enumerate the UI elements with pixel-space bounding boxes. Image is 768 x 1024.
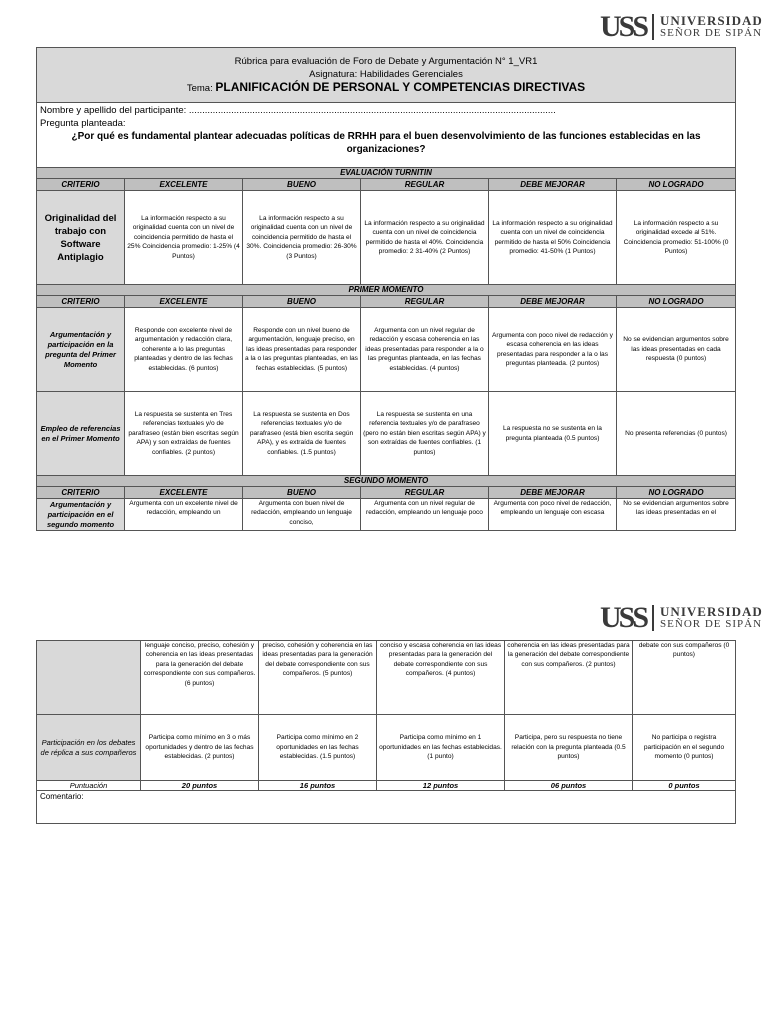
score-debe-mejorar: 06 puntos [505,781,633,791]
rubric-cell: coherencia en las ideas presentadas para la generación del debate correspondiente con sus compañeros. (2 puntos) [505,641,633,715]
score-label: Puntuación [37,781,141,791]
table-row [37,499,736,531]
table-row [37,308,736,392]
rubric-cell: No se evidencian argumentos sobre las ideas presentadas en cada respuesta (0 puntos) [617,308,736,392]
rubric-cell: Participa, pero su respuesta no tiene relación con la pregunta planteada (0.5 puntos) [505,715,633,781]
rubric-cell: No presenta referencias (0 puntos) [617,392,736,476]
rubric-cell: La información respecto a su originalidad cuenta con un nivel de coincidencia permitido de hasta el 50% Coincidencia promedio: 41-50% (1 Puntos) [489,191,617,285]
criterio-cell: Empleo de referencias en el Primer Momento [37,392,125,476]
logo-line1: UNIVERSIDAD [660,604,763,619]
rubric-table-page2 [36,640,736,824]
col-excelente: EXCELENTE [125,296,243,308]
section-segundo-momento: SEGUNDO MOMENTO [37,476,736,487]
rubric-cell: La información respecto a su originalidad cuenta con un nivel de coincidencia permitido de hasta el 30%. Coincidencia promedio: 26-30% (3 Puntos) [243,191,361,285]
table-row [37,641,736,715]
col-bueno: BUENO [243,179,361,191]
question-text: ¿Por qué es fundamental plantear adecuadas políticas de RRHH para el buen desenvolvimiento de las funciones establecidas en las organizaciones? [71,131,701,155]
col-bueno: BUENO [243,296,361,308]
logo-text [660,606,763,630]
logo-line2: SEÑOR DE SIPÁN [660,27,763,39]
rubric-cell: debate con sus compañeros (0 puntos) [633,641,736,715]
score-bueno: 16 puntos [259,781,377,791]
criterio-cell: Participación en los debates de réplica a sus compañeros [37,715,141,781]
question-block [37,103,736,168]
criterio-cell [37,641,141,715]
rubric-cell: La respuesta no se sustenta en la pregunta planteada (0.5 puntos) [489,392,617,476]
rubric-cell: lenguaje conciso, preciso, cohesión y coherencia en las ideas presentadas para la generación del debate correspondiente con sus compañeros. (6 puntos) [141,641,259,715]
topic-prefix: Tema: [186,83,213,94]
subject-line: Asignatura: Habilidades Gerenciales [309,69,463,80]
section-turnitin: EVALUACIÓN TURNITIN [37,168,736,179]
uss-logo-icon: USS [600,10,647,43]
rubric-cell: Responde con un nivel bueno de argumentación, lenguaje preciso, en las ideas presentadas para responder a la o las preguntas planteadas, en las fechas establecidas. (5 puntos) [243,308,361,392]
question-label: Pregunta planteada: [40,118,126,129]
table-row [37,715,736,781]
rubric-cell: Participa como mínimo en 3 o más oportunidades y dentro de las fechas establecidas. (2 puntos) [141,715,259,781]
logo-line2: SEÑOR DE SIPÁN [660,618,763,630]
rubric-cell: Argumenta con poco nivel de redacción y escasa coherencia en las ideas presentadas para responder a la o las preguntas planteada. (2 puntos) [489,308,617,392]
logo-divider [652,14,654,40]
col-no-logrado: NO LOGRADO [617,296,736,308]
col-no-logrado: NO LOGRADO [617,179,736,191]
score-no-logrado: 0 puntos [633,781,736,791]
uss-logo-icon: USS [600,601,647,634]
rubric-cell: preciso, cohesión y coherencia en las ideas presentadas para la generación del debate correspondiente con sus compañeros. (5 puntos) [259,641,377,715]
rubric-table-page1 [36,47,736,531]
rubric-cell: La información respecto a su originalidad cuenta con un nivel de coincidencia permitido de hasta el 25% Coincidencia promedio: 1-25% (4 Puntos) [125,191,243,285]
score-regular: 12 puntos [377,781,505,791]
topic-line [39,81,733,95]
col-debe-mejorar: DEBE MEJORAR [489,296,617,308]
rubric-cell: Argumenta con un nivel regular de redacción y escasa coherencia en las ideas presentadas para responder a la o las preguntas planteada, en las fechas establecidas. (4 puntos) [361,308,489,392]
column-header-row [37,296,736,308]
logo-text [660,15,763,39]
rubric-cell: La información respecto a su originalidad excede al 51%. Coincidencia promedio: 51-100% (0 Puntos) [617,191,736,285]
topic-title: PLANIFICACIÓN DE PERSONAL Y COMPETENCIAS DIRECTIVAS [215,80,586,94]
col-regular: REGULAR [361,179,489,191]
rubric-cell: Participa como mínimo en 2 oportunidades en las fechas establecidas. (1.5 puntos) [259,715,377,781]
col-bueno: BUENO [243,487,361,499]
rubric-cell: Argumenta con poco nivel de redacción, empleando un lenguaje con escasa [489,499,617,531]
rubric-cell: conciso y escasa coherencia en las ideas presentadas para la generación del debate correspondiente con sus compañeros. (4 puntos) [377,641,505,715]
rubric-cell: Participa como mínimo en 1 oportunidades en las fechas establecidas. (1 punto) [377,715,505,781]
col-debe-mejorar: DEBE MEJORAR [489,487,617,499]
rubric-cell: No se evidencian argumentos sobre las ideas presentadas en el [617,499,736,531]
criterio-cell: Argumentación y participación en el segundo momento [37,499,125,531]
table-row [37,392,736,476]
score-row [37,781,736,791]
comment-label: Comentario: [40,792,84,801]
score-excelente: 20 puntos [141,781,259,791]
rubric-header [37,48,736,103]
rubric-cell: La respuesta se sustenta en Dos referencias textuales y/o de parafraseo (está bien escrita según APA), y es extraída de fuentes confiables. (1.5 puntos) [243,392,361,476]
logo-line1: UNIVERSIDAD [660,13,763,28]
col-regular: REGULAR [361,296,489,308]
criterio-cell: Originalidad del trabajo con Software Antiplagio [37,191,125,285]
participant-name-field: Nombre y apellido del participante: ........................................................................................................................................... [40,105,556,116]
rubric-cell: No participa o registra participación en el segundo momento (0 puntos) [633,715,736,781]
col-excelente: EXCELENTE [125,179,243,191]
comment-box[interactable] [37,791,736,824]
logo-divider [652,605,654,631]
col-regular: REGULAR [361,487,489,499]
criterio-cell: Argumentación y participación en la pregunta del Primer Momento [37,308,125,392]
rubric-cell: Argumenta con un excelente nivel de redacción, empleando un [125,499,243,531]
column-header-row [37,487,736,499]
section-primer-momento: PRIMER MOMENTO [37,285,736,296]
table-row [37,191,736,285]
university-logo [600,12,763,42]
rubric-cell: La respuesta se sustenta en una referencia textuales y/o de parafraseo (pero no están bien escritas según APA) y son extraídas de fuentes confiables. (1 puntos) [361,392,489,476]
col-criterio: CRITERIO [37,487,125,499]
col-criterio: CRITERIO [37,296,125,308]
rubric-cell: La información respecto a su originalidad cuenta con un nivel de coincidencia permitido de hasta el 40%. Coincidencia promedio: 2 31-40% (2 Puntos) [361,191,489,285]
rubric-title: Rúbrica para evaluación de Foro de Debate y Argumentación N° 1_VR1 [234,56,538,67]
col-no-logrado: NO LOGRADO [617,487,736,499]
rubric-cell: La respuesta se sustenta en Tres referencias textuales y/o de parafraseo (están bien escritas según APA) y son extraídas de fuentes confiables. (2 puntos) [125,392,243,476]
column-header-row [37,179,736,191]
col-debe-mejorar: DEBE MEJORAR [489,179,617,191]
rubric-cell: Argumenta con buen nivel de redacción, empleando un lenguaje conciso, [243,499,361,531]
rubric-cell: Argumenta con un nivel regular de redacción, empleando un lenguaje poco [361,499,489,531]
university-logo-page2 [600,603,763,633]
rubric-cell: Responde con excelente nivel de argumentación y redacción clara, coherente a lo las preguntas planteadas y dentro de las fechas establecidas. (6 puntos) [125,308,243,392]
col-criterio: CRITERIO [37,179,125,191]
col-excelente: EXCELENTE [125,487,243,499]
